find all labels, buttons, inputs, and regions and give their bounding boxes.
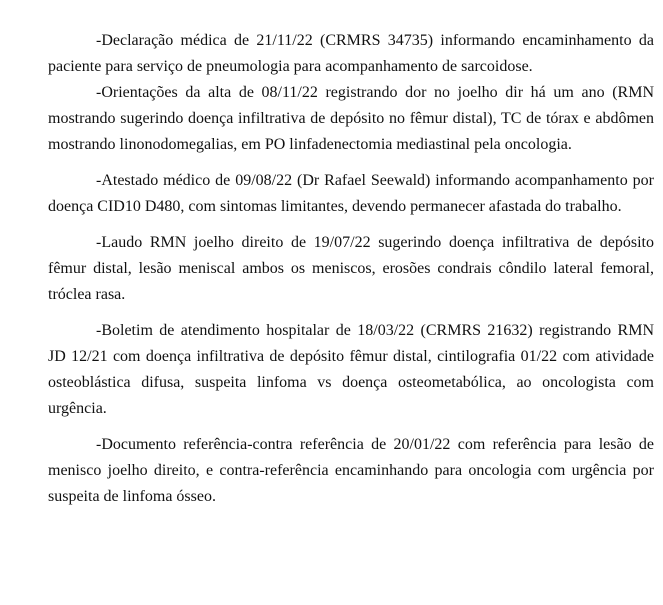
paragraph-orientacoes-alta: -Orientações da alta de 08/11/22 registrando dor no joelho dir há um ano (RMN mostrando sugerindo doença infiltrativa de depósito no fêmur distal), TC de tórax e abdômen mostrando linonodomegalias, em PO linfadenectomia mediastinal pela oncologia.	[48, 84, 654, 153]
paragraph-documento-referencia: -Documento referência-contra referência de 20/01/22 com referência para lesão de menisco joelho direito, e contra-referência encaminhando para oncologia com urgência por suspeita de linfoma ósseo.	[48, 436, 654, 505]
paragraph-boletim-atendimento: -Boletim de atendimento hospitalar de 18/03/22 (CRMRS 21632) registrando RMN JD 12/21 com doença infiltrativa de depósito fêmur distal, cintilografia 01/22 com atividade osteoblástica difusa, suspeita linfoma vs doença osteometabólica, ao oncologista com urgência.	[48, 322, 654, 417]
paragraph-laudo-rmn: -Laudo RMN joelho direito de 19/07/22 sugerindo doença infiltrativa de depósito fêmur distal, lesão meniscal ambos os meniscos, erosões condrais côndilo lateral femoral, tróclea rasa.	[48, 234, 654, 303]
document-body	[48, 28, 654, 510]
paragraph-atestado-medico: -Atestado médico de 09/08/22 (Dr Rafael Seewald) informando acompanhamento por doença CID10 D480, com sintomas limitantes, devendo permanecer afastada do trabalho.	[48, 172, 654, 215]
paragraph-declaracao-medica: -Declaração médica de 21/11/22 (CRMRS 34735) informando encaminhamento da paciente para serviço de pneumologia para acompanhamento de sarcoidose.	[48, 32, 654, 75]
